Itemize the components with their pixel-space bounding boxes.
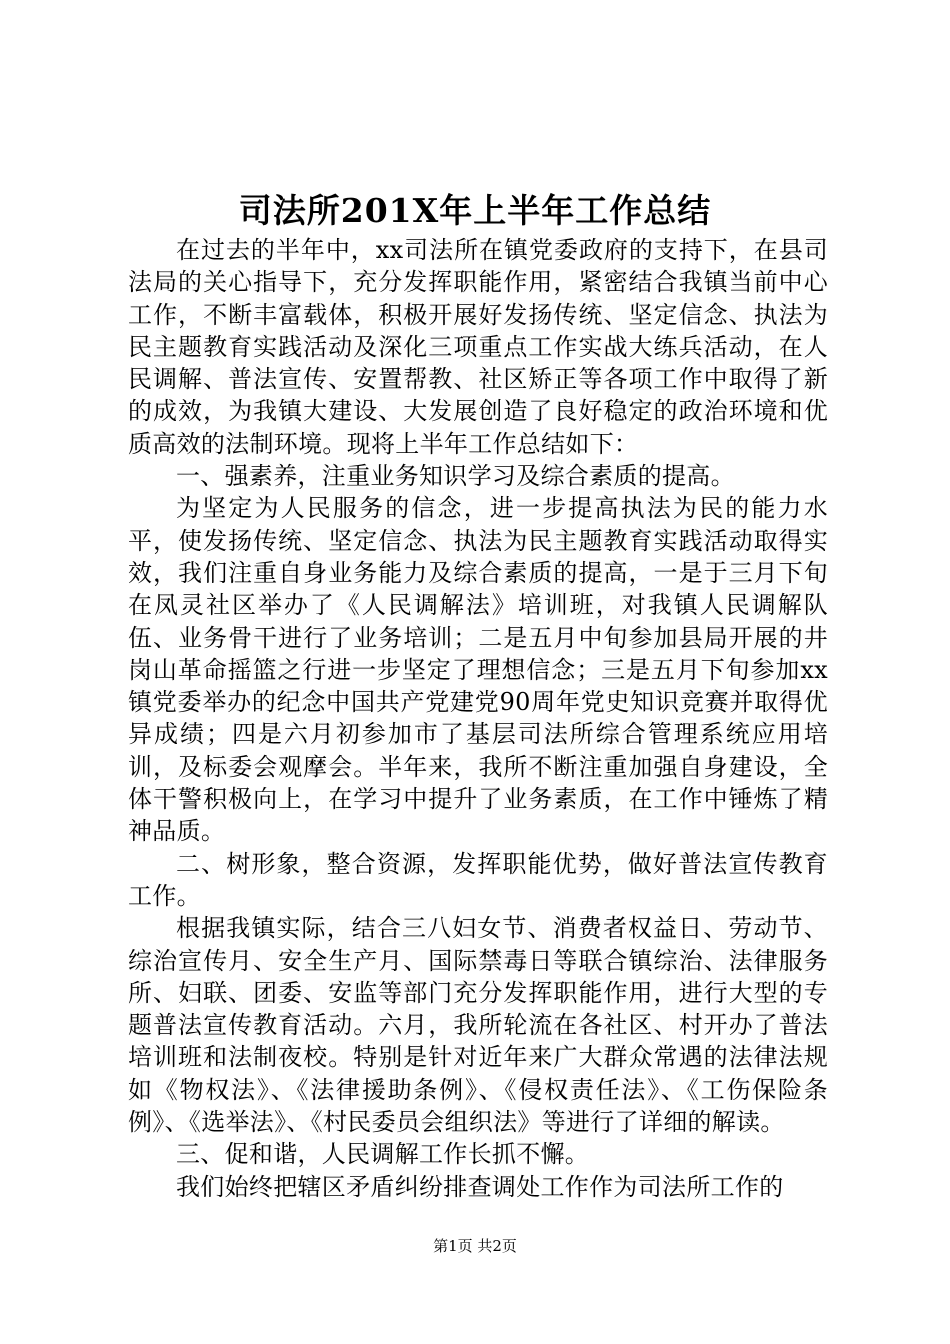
section-heading-3: 三、促和谐，人民调解工作长抓不懈。 xyxy=(176,1140,590,1169)
paragraph-intro: 在过去的半年中，xx司法所在镇党委政府的支持下，在县司法局的关心指导下，充分发挥职能作用，紧密结合我镇当前中心工作，不断丰富载体，积极开展好发扬传统、坚定信念、执法为民主题教育实践活动及深化三项重点工作实战大练兵活动，在人民调解、普法宣传、安置帮教、社区矫正等各项工作中取得了新的成效，为我镇大建设、大发展创造了良好稳定的政治环境和优质高效的法制环境。现将上半年工作总结如下： xyxy=(128,236,828,458)
document-body xyxy=(128,234,828,1203)
section-heading-2: 二、树形象，整合资源，发挥职能优势，做好普法宣传教育工作。 xyxy=(128,849,828,910)
paragraph-section-1: 为坚定为人民服务的信念，进一步提高执法为民的能力水平，使发扬传统、坚定信念、执法为民主题教育实践活动取得实效，我们注重自身业务能力及综合素质的提高，一是于三月下旬在凤灵社区举办了《人民调解法》培训班，对我镇人民调解队伍、业务骨干进行了业务培训；二是五月中旬参加县局开展的井岗山革命摇篮之行进一步坚定了理想信念；三是五月下旬参加xx镇党委举办的纪念中国共产党建党90周年党史知识竞赛并取得优异成绩；四是六月初参加市了基层司法所综合管理系统应用培训，及标委会观摩会。半年来，我所不断注重加强自身建设，全体干警积极向上，在学习中提升了业务素质，在工作中锤炼了精神品质。 xyxy=(128,494,828,846)
paragraph-section-3: 我们始终把辖区矛盾纠纷排查调处工作作为司法所工作的 xyxy=(176,1172,784,1201)
paragraph-section-2: 根据我镇实际，结合三八妇女节、消费者权益日、劳动节、综治宣传月、安全生产月、国际禁毒日等联合镇综治、法律服务所、妇联、团委、安监等部门充分发挥职能作用，进行大型的专题普法宣传教育活动。六月，我所轮流在各社区、村开办了普法培训班和法制夜校。特别是针对近年来广大群众常遇的法律法规如《物权法》、《法律援助条例》、《侵权责任法》、《工伤保险条例》、《选举法》、《村民委员会组织法》等进行了详细的解读。 xyxy=(128,914,828,1137)
document-title: 司法所201X年上半年工作总结 xyxy=(238,191,712,230)
section-heading-1: 一、强素养，注重业务知识学习及综合素质的提高。 xyxy=(176,462,735,491)
page-number-footer: 第1页 共2页 xyxy=(433,1237,517,1255)
